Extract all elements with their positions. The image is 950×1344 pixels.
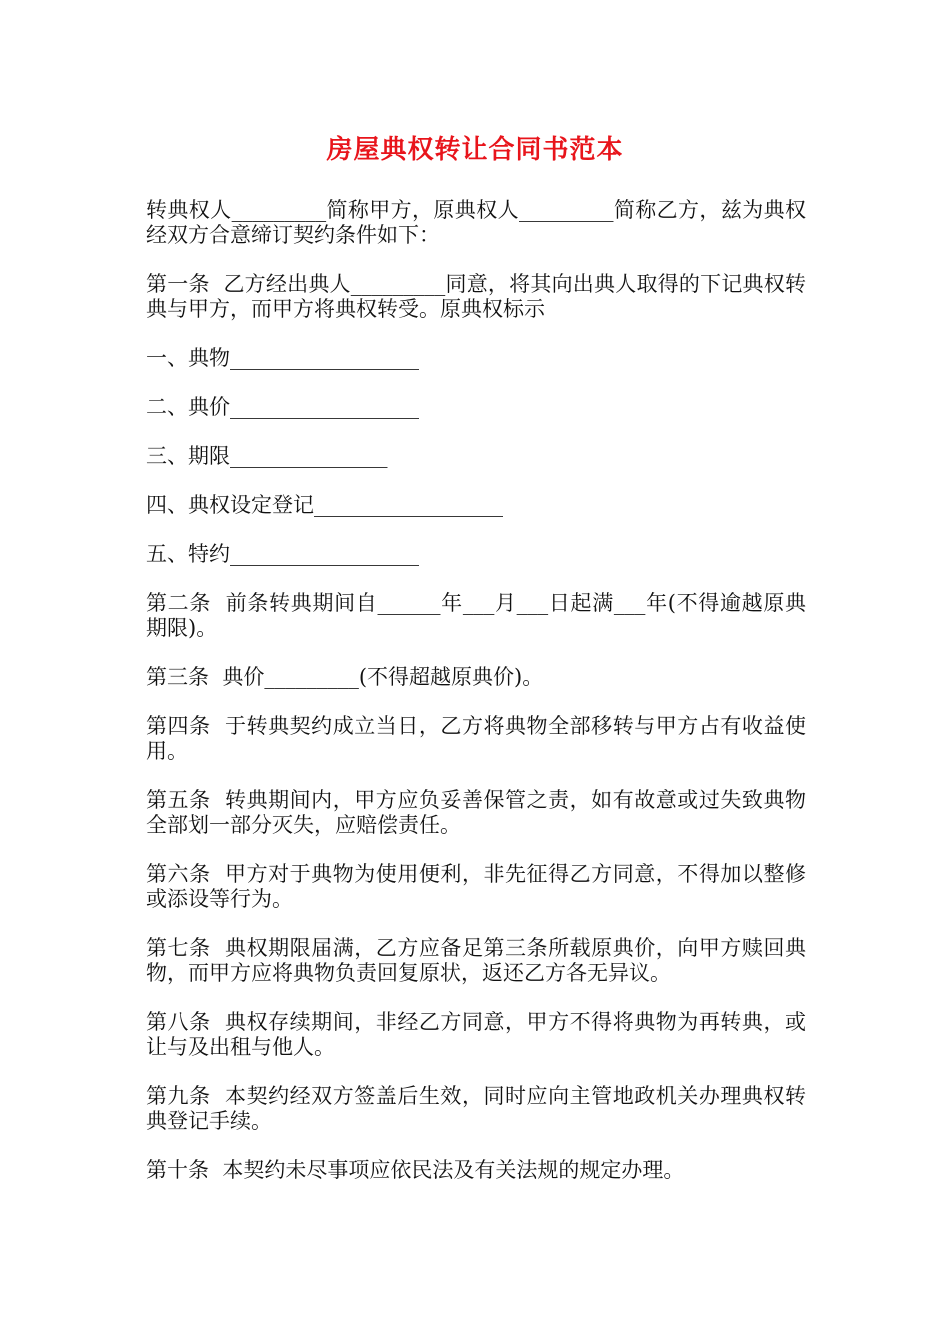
paragraph-item-4-registration: 四、典权设定登记__________________ (146, 493, 503, 517)
paragraph-article-5: 第五条 转典期间内，甲方应负妥善保管之责，如有故意或过失致典物全部划一部分灭失，应赔偿责任。 (146, 788, 806, 837)
paragraph-article-1: 第一条 乙方经出典人_________同意，将其向出典人取得的下记典权转典与甲方，而甲方将典权转受。原典权标示 (146, 272, 806, 321)
paragraph-intro: 转典权人_________简称甲方，原典权人_________简称乙方，兹为典权经双方合意缔订契约条件如下： (146, 198, 806, 247)
paragraph-article-6: 第六条 甲方对于典物为使用便利，非先征得乙方同意，不得加以整修或添设等行为。 (146, 862, 806, 911)
paragraph-article-7: 第七条 典权期限届满，乙方应备足第三条所载原典价，向甲方赎回典物，而甲方应将典物负责回复原状，返还乙方各无异议。 (146, 936, 806, 985)
paragraph-article-2: 第二条 前条转典期间自______年___月___日起满___年(不得逾越原典期限)。 (146, 591, 806, 640)
paragraph-item-5-special: 五、特约__________________ (146, 542, 419, 566)
paragraph-article-3: 第三条 典价_________(不得超越原典价)。 (146, 665, 544, 689)
paragraph-article-4: 第四条 于转典契约成立当日，乙方将典物全部移转与甲方占有收益使用。 (146, 714, 806, 763)
paragraph-item-2-price: 二、典价__________________ (146, 395, 419, 419)
paragraph-article-9: 第九条 本契约经双方签盖后生效，同时应向主管地政机关办理典权转典登记手续。 (146, 1084, 806, 1133)
paragraph-article-10: 第十条 本契约未尽事项应依民法及有关法规的规定办理。 (146, 1158, 685, 1182)
paragraph-item-1-property: 一、典物__________________ (146, 346, 419, 370)
paragraph-item-3-term: 三、期限_______________ (146, 444, 388, 468)
document-title: 房屋典权转让合同书范本 (326, 135, 624, 165)
paragraph-article-8: 第八条 典权存续期间，非经乙方同意，甲方不得将典物为再转典，或让与及出租与他人。 (146, 1010, 806, 1059)
document-body (146, 198, 806, 1207)
